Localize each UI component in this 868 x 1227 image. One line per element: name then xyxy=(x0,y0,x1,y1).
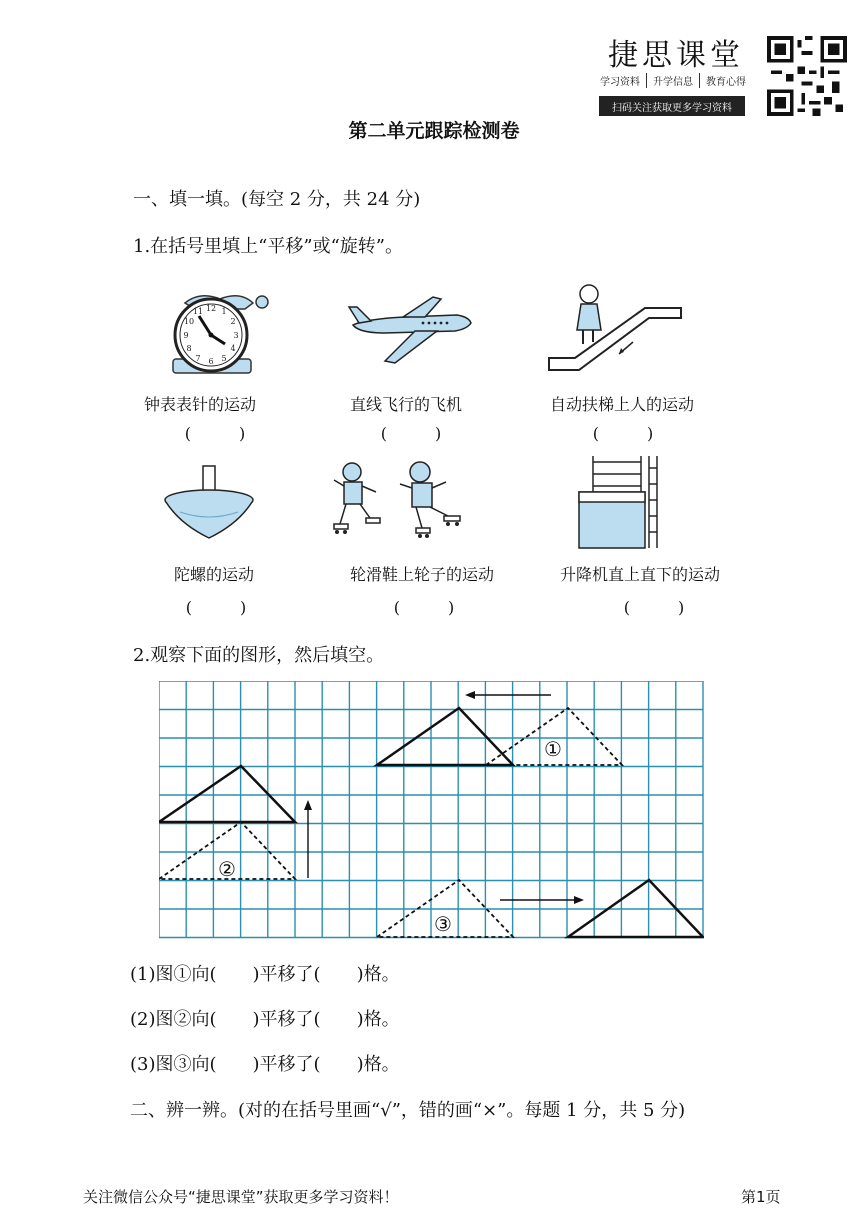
answer-blank[interactable]: ( ) xyxy=(184,424,246,443)
item-caption: 轮滑鞋上轮子的运动 xyxy=(349,565,494,584)
svg-text:2: 2 xyxy=(230,317,236,326)
brand-tag: 学习资料 xyxy=(600,73,647,88)
section-2-heading: 二、辨一辨。(对的在括号里画“√”，错的画“×”。每题 1 分，共 5 分) xyxy=(130,1100,686,1121)
clock-icon xyxy=(165,287,275,377)
airplane-icon xyxy=(345,293,475,365)
roller-skater-icon xyxy=(330,458,476,544)
brand-title: 捷思课堂 xyxy=(608,38,744,73)
triangle-solid xyxy=(377,708,513,765)
svg-text:4: 4 xyxy=(230,344,236,353)
figure-label-2: ② xyxy=(218,857,236,881)
item-caption: 陀螺的运动 xyxy=(173,565,254,584)
qr-code-icon[interactable] xyxy=(767,36,847,116)
item-caption: 钟表表针的运动 xyxy=(143,395,256,414)
answer-blank[interactable]: ( ) xyxy=(185,598,247,617)
figure-label-1: ① xyxy=(544,737,562,761)
answer-blank[interactable]: ( ) xyxy=(592,424,654,443)
spinning-top-icon xyxy=(160,462,260,542)
brand-banner: 扫码关注获取更多学习资料 xyxy=(599,96,745,116)
brand-tag: 教育心得 xyxy=(706,77,746,88)
item-caption: 自动扶梯上人的运动 xyxy=(549,395,694,414)
svg-text:1: 1 xyxy=(221,307,227,316)
question-2-prompt: 2.观察下面的图形，然后填空。 xyxy=(133,645,385,666)
escalator-icon xyxy=(545,278,685,378)
answer-blank[interactable]: ( ) xyxy=(623,598,685,617)
svg-text:10: 10 xyxy=(183,317,195,326)
page-number: 第1页 xyxy=(741,1188,781,1206)
question-1-prompt: 1.在括号里填上“平移”或“旋转”。 xyxy=(133,236,403,257)
elevator-icon xyxy=(575,452,665,552)
item-caption: 直线飞行的飞机 xyxy=(349,395,462,414)
section-1-heading: 一、填一填。(每空 2 分，共 24 分) xyxy=(133,189,421,210)
svg-text:11: 11 xyxy=(192,307,204,316)
answer-blank[interactable]: ( ) xyxy=(380,424,442,443)
svg-text:3: 3 xyxy=(233,331,239,340)
page-title: 第二单元跟踪检测卷 xyxy=(348,120,520,142)
svg-text:7: 7 xyxy=(195,354,201,363)
footer-note: 关注微信公众号“捷思课堂”获取更多学习资料！ xyxy=(83,1188,399,1206)
figure-label-3: ③ xyxy=(434,912,452,936)
svg-text:12: 12 xyxy=(205,304,217,313)
fill-blank-1[interactable]: (1)图①向( )平移了( )格。 xyxy=(130,964,400,985)
svg-text:6: 6 xyxy=(208,357,214,366)
translation-grid xyxy=(159,681,704,941)
item-caption: 升降机直上直下的运动 xyxy=(559,565,720,584)
brand-tags xyxy=(600,73,746,88)
brand-tag: 升学信息 xyxy=(653,73,700,88)
svg-text:8: 8 xyxy=(186,344,192,353)
svg-text:9: 9 xyxy=(183,331,189,340)
answer-blank[interactable]: ( ) xyxy=(393,598,455,617)
fill-blank-3[interactable]: (3)图③向( )平移了( )格。 xyxy=(130,1054,400,1075)
triangle-solid xyxy=(159,766,295,822)
fill-blank-2[interactable]: (2)图②向( )平移了( )格。 xyxy=(130,1009,400,1030)
svg-text:5: 5 xyxy=(221,354,227,363)
